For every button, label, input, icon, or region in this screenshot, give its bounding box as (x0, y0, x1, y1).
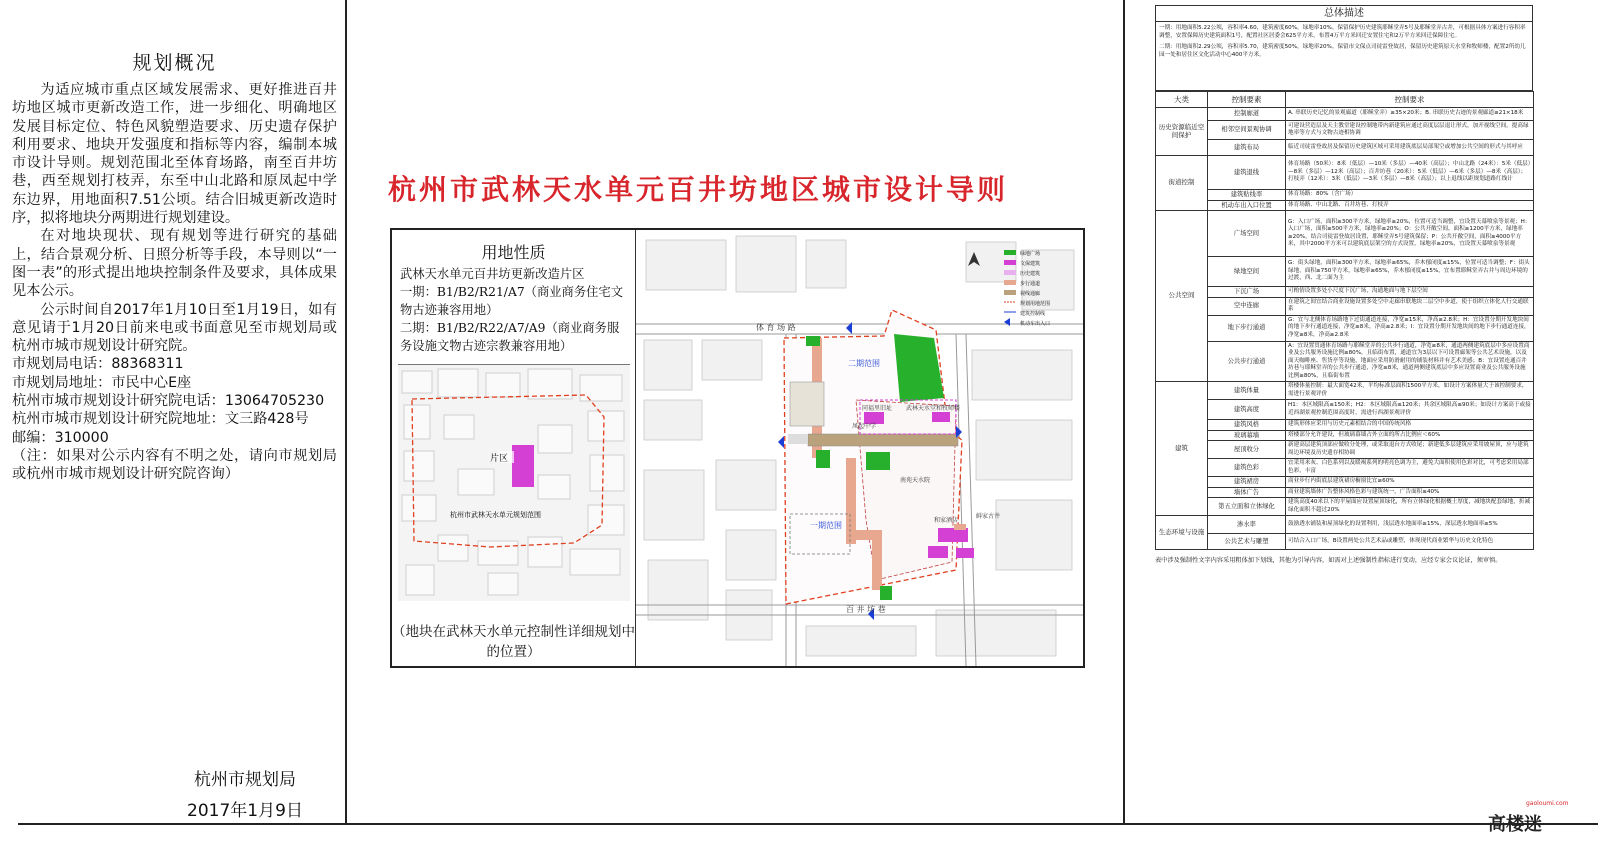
requirement-cell: 体育场路：80%（含广场） (1286, 190, 1534, 201)
table-row (1156, 382, 1534, 400)
table-row (1156, 487, 1534, 498)
table-row (1156, 400, 1534, 420)
svg-text:绿地广场: 绿地广场 (1020, 251, 1041, 257)
table-row (1156, 156, 1534, 190)
requirement-cell: 可酌情设置多处小尺度下沉广场，沟通地面与地下层空间 (1286, 287, 1534, 298)
requirement-cell: G：入口广场，面积≥300平方米，绿地率≥20%，位置可适当调整，宜设置天幕喷泉等景观；H：入口广场，面积≥500平方米，绿地率≥20%；O：公共开敞空间，面积≥1200平方米，绿地率≥20%，结合司徒雷登故居设置，耶稣堂弄5号建筑保留；P：公共开敞空间，面积≥4000平方米，其中2000平方米可以建筑底层架空的方式设置，绿地率≥20%，宜设置天幕喷泉等景观 (1286, 211, 1534, 257)
requirement-cell: 建筑形体应采用与历史元素相结合的中国传统风格 (1286, 420, 1534, 431)
table-row (1156, 477, 1534, 488)
issue-date: 2017年1月9日 (187, 801, 303, 821)
table-row (1156, 211, 1534, 257)
contact-line: 市规划局地址：市民中心E座 (12, 374, 192, 391)
contact-line: 邮编：310000 (12, 429, 109, 446)
landmark-label: 武林天水堂和牧师楼 (906, 405, 961, 412)
table-row (1156, 315, 1534, 341)
requirement-cell: 鼓励透水铺装和屋顶绿化的设置利用，浅层透水地面率≥15%，深层透水地面率≥5% (1286, 516, 1534, 534)
table-header-row (1156, 92, 1534, 108)
element-cell: 公共步行通道 (1208, 341, 1286, 382)
element-cell: 广场空间 (1208, 211, 1286, 257)
table-row (1156, 200, 1534, 211)
element-cell: 地下步行通道 (1208, 315, 1286, 341)
element-cell: 建筑布局 (1208, 140, 1286, 156)
phase2-label: 二期范围 (848, 359, 880, 368)
col-header: 控制要求 (1286, 92, 1534, 108)
element-cell: 玻璃幕墙 (1208, 430, 1286, 441)
requirement-cell: 建筑高度40米以下的平屋面应设置屋顶绿化，所有立体绿化根据概土厚度，减地块配套绿地，折减绿化面积不超过20% (1286, 498, 1534, 516)
table-row (1156, 534, 1534, 550)
table-row (1156, 257, 1534, 287)
element-cell: 建筑裙房 (1208, 477, 1286, 488)
issuer-org: 杭州市规划局 (194, 770, 296, 790)
category-cell: 生态环境与设施 (1156, 516, 1208, 550)
category-cell: 公共空间 (1156, 211, 1208, 382)
road-label-south: 百 井 坊 巷 (846, 605, 886, 614)
summary-line: 一期：用地面积5.22公顷，容积率4.60，建筑密度60%，绿地率10%。保留保护历史建筑耶稣堂弄5号及耶稣堂弄古井，可根据具体方案进行容积率调整，安置保障历史建筑面积1号，配置社区居委会625平方米，布置4万平方米回迁安置住宅和2万平方米回迁保障住宅。 (1159, 25, 1526, 40)
site-marker (512, 445, 534, 487)
control-grid (1155, 91, 1534, 550)
requirement-cell: 塔楼部分允许建设，但玻璃幕墙占外立面的所占比例应＜60% (1286, 430, 1534, 441)
element-cell: 建筑体量 (1208, 382, 1286, 400)
location-caption: （地块在武林天水单元控制性详细规划中的位置） (392, 624, 635, 660)
control-table-title: 总体描述 (1155, 5, 1533, 21)
element-cell: 屋顶收分 (1208, 441, 1286, 459)
table-row (1156, 121, 1534, 140)
summary-box (1155, 21, 1533, 91)
table-row (1156, 140, 1534, 156)
element-cell: 公共艺术与雕塑 (1208, 534, 1286, 550)
element-cell: 建筑风格 (1208, 420, 1286, 431)
table-row (1156, 108, 1534, 121)
overview-column (12, 48, 337, 484)
svg-text:机动车出入口: 机动车出入口 (1020, 321, 1051, 327)
element-cell: 相邻空间景观协调 (1208, 121, 1286, 140)
requirement-cell: 体育场路（50米）：8米（低层）—10米（多层）—40米（高层）；中山北路（24米）：5米（低层）—8米（多层）—12米（高层）；百井坊巷（20米）：5米（低层）—6米（多层）—8米（高层）；打枝弄（12米）：3米（低层）—3米（多层）—8米（高层）；以上退线以距规划道路红线计 (1286, 156, 1534, 190)
overview-paragraph: 为适应城市重点区域发展需求、更好推进百井坊地区城市更新改造工作，进一步细化、明确地区发展目标定位、特色风貌塑造要求、历史遗存保护利用要求、地块开发强度和指标等内容，编制本城市设计导则。规划范围北至体育场路，南至百井坊巷，西至规划打枝弄，东至中山北路和原凤起中学东边界，用地面积7.51公顷。结合旧城更新改造时序，拟将地块分两期进行规划建设。 (12, 82, 337, 227)
location-map (398, 364, 630, 601)
main-title: 杭州市武林天水单元百井坊地区城市设计导则 (388, 173, 1009, 206)
requirement-cell: 临近司徒雷登故居及保留历史建筑区域可采用建筑底层局部架空或增加公共空间的形式与其呼应 (1286, 140, 1534, 156)
overview-body (12, 81, 337, 484)
table-row (1156, 430, 1534, 441)
element-cell: 建筑退线 (1208, 156, 1286, 190)
requirement-cell: G：街头绿地，面积≥300平方米，绿地率≥65%，乔木郁闭度≤15%，位置可适当调整；F：街头绿地，面积≥750平方米，绿地率≥65%，乔木郁闭度≤15%，宜布置耶稣堂弄古井与周边环境的过渡，西、北二面为主 (1286, 257, 1534, 287)
table-row (1156, 459, 1534, 477)
left-divider (345, 0, 347, 825)
overview-paragraph: 在对地块现状、现有规划等进行研究的基础上，结合景观分析、日照分析等手段，本导则以“一图一表”的形式提出地块控制条件及要求，具体成果见本公示。 (12, 228, 337, 300)
plan-frame (390, 228, 1085, 668)
landuse-panel (392, 230, 636, 666)
element-cell: 建筑贴线率 (1208, 190, 1286, 201)
requirement-cell: 塔楼体量控制：最大面宽42米，平均标准层面积1500平方米，如设计方案体量大于该控制要求，需进行景观评价 (1286, 382, 1534, 400)
requirement-cell: 商业步行内街底层建筑裙房橱窗比宜≥60% (1286, 477, 1534, 488)
requirement-cell: G：宜与北侧体育场路地下过街通道连接，净宽≥15米，净高≥2.8米；H：宜设置分期开发地块间的地下步行通道连接，净宽≥8米，净高≥2.8米；I：宜设置分期开发地块间的地下步行通道连接，净宽≥8米，净高≥2.8米 (1286, 315, 1534, 341)
requirement-cell: 可建设营造层及天主教堂建设控制地带内新建筑应通过高度层层退让形式，加开视线空间，提高绿地率等方式与文物古迹相协调 (1286, 121, 1534, 140)
table-row (1156, 498, 1534, 516)
control-rows (1156, 108, 1534, 550)
requirement-cell: 宜采用米灰、白色系列以及暖褐系列的明亮色调为主，避免大面积使用色彩对比，可考虑采用局部色彩，丰富 (1286, 459, 1534, 477)
category-cell: 建筑 (1156, 382, 1208, 516)
table-row (1156, 190, 1534, 201)
phase1-label: 一期范围 (810, 521, 842, 530)
view-corridor (808, 434, 958, 446)
control-table (1155, 5, 1533, 565)
landmark-label: 同福里旧址 (862, 405, 893, 412)
requirement-cell: 体育场路、中山北路、百井坊巷、打枝弄 (1286, 200, 1534, 211)
table-row (1156, 297, 1534, 315)
table-row (1156, 341, 1534, 382)
category-cell: 街道控制 (1156, 156, 1208, 211)
table-note: 表中涉及强制性文字内容采用粗体加下划线，其他为引导内容，如需对上述强制性指标进行变动，应经专家会议论证，须审慎。 (1155, 557, 1502, 564)
requirement-cell: 新建高层建筑顶部应做收分处理，或采取退台方式收尾；新建低多层建筑应采用坡屋顶，应与建筑周边环境及历史遗存相协调 (1286, 441, 1534, 459)
landuse-line: 二期：B1/B2/R22/A7/A9（商业商务服务设施文物古迹宗教兼容用地） (400, 321, 620, 353)
landuse-body (392, 263, 635, 357)
category-cell: 历史资源临近空间保护 (1156, 108, 1208, 156)
col-header: 控制要素 (1208, 92, 1286, 108)
overview-paragraph: 公示时间自2017年1月10日至1月19日，如有意见请于1月20日前来电或书面意见至市规划局或杭州市城市规划设计研究院。 (12, 301, 337, 355)
stone-label: 鲜家古井 (976, 513, 1001, 520)
road-label-north: 体 育 场 路 (756, 323, 796, 332)
element-cell: 机动车出入口位置 (1208, 200, 1286, 211)
watermark-url: gaoloumi.com (1526, 800, 1569, 807)
landmark-label: 凤起中学 (852, 423, 877, 430)
table-row (1156, 287, 1534, 298)
overview-title: 规划概况 (132, 52, 217, 74)
watermark-text: 高楼迷 (1488, 814, 1542, 835)
element-cell: 渗水率 (1208, 516, 1286, 534)
site-plan (636, 230, 1083, 666)
table-row (1156, 516, 1534, 534)
svg-text:规划用地范围: 规划用地范围 (1020, 301, 1051, 307)
requirement-cell: 商业建筑墙体广告整体风格色彩与建筑统一，广告面积≤40% (1286, 487, 1534, 498)
table-row (1156, 441, 1534, 459)
col-header: 大类 (1156, 92, 1208, 108)
svg-text:文保建筑: 文保建筑 (1020, 261, 1041, 267)
watermark-logo (1488, 800, 1569, 836)
contact-line: 杭州市城市规划设计研究院电话：13064705230 (12, 393, 325, 410)
element-cell: 墙体广告 (1208, 487, 1286, 498)
hotel-label: 和家酒店 (934, 517, 959, 524)
requirement-cell: 在建筑之间宜结合商业设施设置多处空中走廊串联地块二层空中步道，使于组织立体化人行交通联系 (1286, 297, 1534, 315)
element-cell: 建筑高度 (1208, 400, 1286, 420)
issuer-block (150, 765, 340, 827)
landuse-line: 武林天水单元百井坊更新改造片区 (400, 267, 585, 281)
landuse-line: 一期：B1/B2/R21/A7（商业商务住宅文物古迹兼容用地） (400, 285, 624, 317)
site-label: 片区 (490, 454, 509, 464)
memorial-label: 南苑天水院 (900, 477, 931, 484)
contact-line: 市规划局电话：88368311 (12, 356, 184, 373)
element-cell: 绿地空间 (1208, 257, 1286, 287)
svg-text:历史建筑: 历史建筑 (1020, 271, 1041, 277)
summary-line: 二期：用地面积2.29公顷，容积率5.70，建筑密度50%，绿地率20%。保留市文保点司徒雷登故居，保留历史建筑原天水堂和牧师楼，配置2所幼儿园一处和居住区文化活动中心400平方米。 (1159, 43, 1526, 58)
element-cell: 空中连廊 (1208, 297, 1286, 315)
unit-boundary-label: 杭州市武林天水单元规划范围 (450, 511, 541, 519)
svg-text:视线通廊: 视线通廊 (1020, 291, 1041, 297)
element-cell: 控制廊道 (1208, 108, 1286, 121)
location-map-graphic (398, 365, 630, 601)
contact-note: （注：如果对公示内容有不明之处，请向市规划局或杭州市城市规划设计研究院咨询） (12, 447, 337, 483)
svg-text:步行通道: 步行通道 (1020, 281, 1041, 287)
site-plan-graphic (636, 230, 1083, 666)
table-row (1156, 420, 1534, 431)
svg-text:建筑控制线: 建筑控制线 (1020, 311, 1046, 317)
element-cell: 下沉广场 (1208, 287, 1286, 298)
right-divider (1123, 0, 1125, 825)
element-cell: 建筑色彩 (1208, 459, 1286, 477)
landuse-title: 用地性质 (481, 243, 546, 262)
requirement-cell: A. 串联历史记忆的景观廊道（耶稣堂弄）≥35×20米；B. 串联历史古迹的景观廊道≥21×18米 (1286, 108, 1534, 121)
contact-line: 杭州市城市规划设计研究院地址：文三路428号 (12, 411, 309, 428)
requirement-cell: 可结合入口广场，B设置两处公共艺术品或雕塑，体现现代商业繁华与历史文化特色 (1286, 534, 1534, 550)
requirement-cell: A：宜设置贯通体育场路与耶稣堂弄的公共步行通道，净宽≥8米，通道两侧建筑底层中多应设置商业及公共服务设施比例≥80%，且临街布置，通道宜为3层以下可设置廊架等公共艺术设施，以及面天咖啡座、售货亭等设施，地面应采用防滑耐用的铺装材料并有艺术美感；B：宜设置连通百井坊巷与耶稣堂弄的公共步行通道，净宽≥8米，通道两侧建筑底层中多应设置商业及公共服务设施比例≥80%，且临街布置 (1286, 341, 1534, 382)
requirement-cell: H1：本区域限高≤150米；H2：本区域限高≤120米；其余区域限高≤90米；如设计方案高于或接近西湖景观控制范围高度时，需进行西湖景观评价 (1286, 400, 1534, 420)
element-cell: 第五立面和立体绿化 (1208, 498, 1286, 516)
